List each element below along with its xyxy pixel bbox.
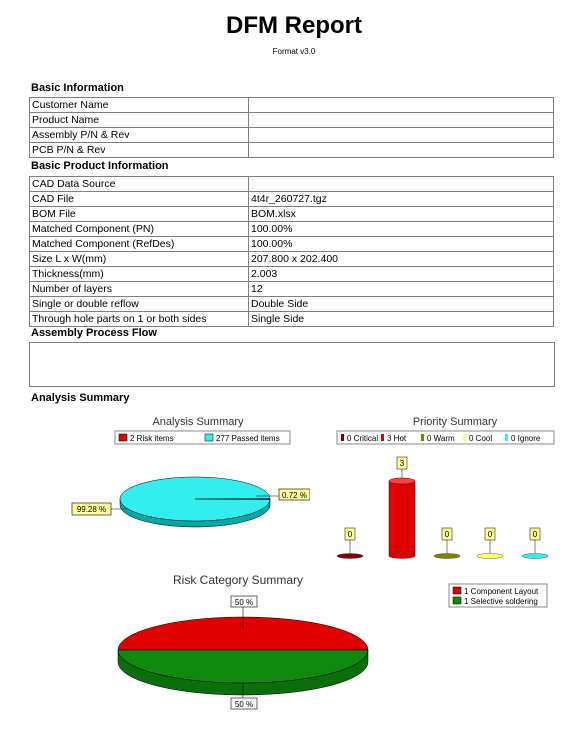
product-info-label: Number of layers bbox=[30, 282, 249, 297]
product-info-row bbox=[30, 252, 554, 267]
basic-info-label: Product Name bbox=[30, 113, 249, 128]
product-info-label: Single or double reflow bbox=[30, 297, 249, 312]
basic-info-row bbox=[30, 113, 554, 128]
report-format: Format v3.0 bbox=[272, 47, 316, 56]
basic-info-row bbox=[30, 98, 554, 113]
analysis-summary-heading: Analysis Summary bbox=[31, 392, 130, 404]
process-flow-box bbox=[29, 342, 555, 387]
legend-label-selective-soldering: 1 Selective soldering bbox=[464, 597, 538, 606]
data-label: 0 bbox=[444, 530, 450, 539]
pie-slices bbox=[120, 477, 270, 527]
basic-info-heading: Basic Information bbox=[31, 82, 124, 94]
product-info-label: Through hole parts on 1 or both sides bbox=[30, 312, 249, 327]
product-info-label: Matched Component (PN) bbox=[30, 222, 249, 237]
data-label: 0 bbox=[532, 530, 538, 539]
bar-base-cool bbox=[477, 554, 503, 559]
chart-title: Priority Summary bbox=[412, 416, 498, 428]
product-info-row bbox=[30, 207, 554, 222]
product-info-label: Thickness(mm) bbox=[30, 267, 249, 282]
basic-info-label: PCB P/N & Rev bbox=[30, 143, 249, 158]
product-info-label: CAD Data Source bbox=[30, 177, 249, 192]
product-info-table bbox=[29, 176, 554, 327]
slice-label-selective-soldering: 50 % bbox=[234, 700, 254, 709]
bar-top bbox=[389, 478, 415, 484]
legend-label-risk: 2 Risk items bbox=[130, 434, 174, 443]
legend-swatch bbox=[341, 434, 344, 441]
slice-label-passed: 99.28 % bbox=[76, 505, 107, 514]
bar-base-critical bbox=[337, 554, 363, 559]
product-info-row bbox=[30, 222, 554, 237]
legend-label-component-layout: 1 Component Layout bbox=[464, 587, 539, 596]
priority-summary-chart bbox=[330, 408, 560, 568]
legend-swatch-component-layout bbox=[453, 587, 461, 594]
product-info-value bbox=[249, 177, 554, 192]
product-info-row bbox=[30, 282, 554, 297]
product-info-value: 100.00% bbox=[249, 222, 554, 237]
legend-swatch bbox=[505, 434, 508, 441]
legend-label: 0 Warm bbox=[427, 434, 455, 443]
bar-base-warm bbox=[434, 554, 460, 559]
analysis-summary-chart bbox=[60, 408, 310, 558]
risk-category-chart bbox=[108, 570, 558, 720]
basic-info-value bbox=[249, 113, 554, 128]
report-title: DFM Report bbox=[226, 12, 362, 39]
data-label: 0 bbox=[487, 530, 493, 539]
legend-label: 0 Cool bbox=[469, 434, 493, 443]
product-info-value: 12 bbox=[249, 282, 554, 297]
legend-label: 0 Critical bbox=[347, 434, 379, 443]
basic-info-row bbox=[30, 143, 554, 158]
product-info-label: Matched Component (RefDes) bbox=[30, 237, 249, 252]
product-info-row bbox=[30, 237, 554, 252]
basic-info-value bbox=[249, 98, 554, 113]
product-info-value: Single Side bbox=[249, 312, 554, 327]
product-info-value: 100.00% bbox=[249, 237, 554, 252]
product-info-row bbox=[30, 192, 554, 207]
legend-swatch-selective-soldering bbox=[453, 597, 461, 604]
product-info-row bbox=[30, 177, 554, 192]
slice-label-component-layout: 50 % bbox=[234, 598, 254, 607]
basic-info-table bbox=[29, 97, 554, 158]
bar-base-hot bbox=[389, 554, 415, 559]
data-label: 3 bbox=[399, 459, 405, 468]
product-info-row bbox=[30, 267, 554, 282]
product-info-label: BOM File bbox=[30, 207, 249, 222]
legend-label-passed: 277 Passed items bbox=[216, 434, 280, 443]
basic-info-value bbox=[249, 128, 554, 143]
legend-label: 0 Ignore bbox=[511, 434, 541, 443]
basic-info-row bbox=[30, 128, 554, 143]
product-info-value: 207.800 x 202.400 bbox=[249, 252, 554, 267]
product-info-label: Size L x W(mm) bbox=[30, 252, 249, 267]
data-label: 0 bbox=[347, 530, 353, 539]
legend-swatch bbox=[421, 434, 424, 441]
product-info-row bbox=[30, 297, 554, 312]
legend-swatch bbox=[463, 434, 466, 441]
chart-title: Analysis Summary bbox=[152, 416, 244, 428]
bar-base-ignore bbox=[522, 554, 548, 559]
slice-label-risk: 0.72 % bbox=[282, 491, 307, 500]
bar-hot bbox=[389, 481, 415, 556]
product-info-value: 4t4r_260727.tgz bbox=[249, 192, 554, 207]
process-flow-heading: Assembly Process Flow bbox=[31, 327, 157, 339]
legend-swatch bbox=[381, 434, 384, 441]
product-info-heading: Basic Product Information bbox=[31, 160, 169, 172]
chart-title: Risk Category Summary bbox=[172, 573, 304, 587]
basic-info-label: Customer Name bbox=[30, 98, 249, 113]
product-info-value: Double Side bbox=[249, 297, 554, 312]
product-info-row bbox=[30, 312, 554, 327]
product-info-value: BOM.xlsx bbox=[249, 207, 554, 222]
product-info-value: 2.003 bbox=[249, 267, 554, 282]
product-info-label: CAD File bbox=[30, 192, 249, 207]
basic-info-value bbox=[249, 143, 554, 158]
basic-info-label: Assembly P/N & Rev bbox=[30, 128, 249, 143]
legend-label: 3 Hot bbox=[387, 434, 407, 443]
bar-marks bbox=[337, 457, 548, 559]
legend-swatch-passed bbox=[205, 434, 213, 441]
bar-legend bbox=[341, 434, 541, 443]
legend-swatch-risk bbox=[119, 434, 127, 441]
